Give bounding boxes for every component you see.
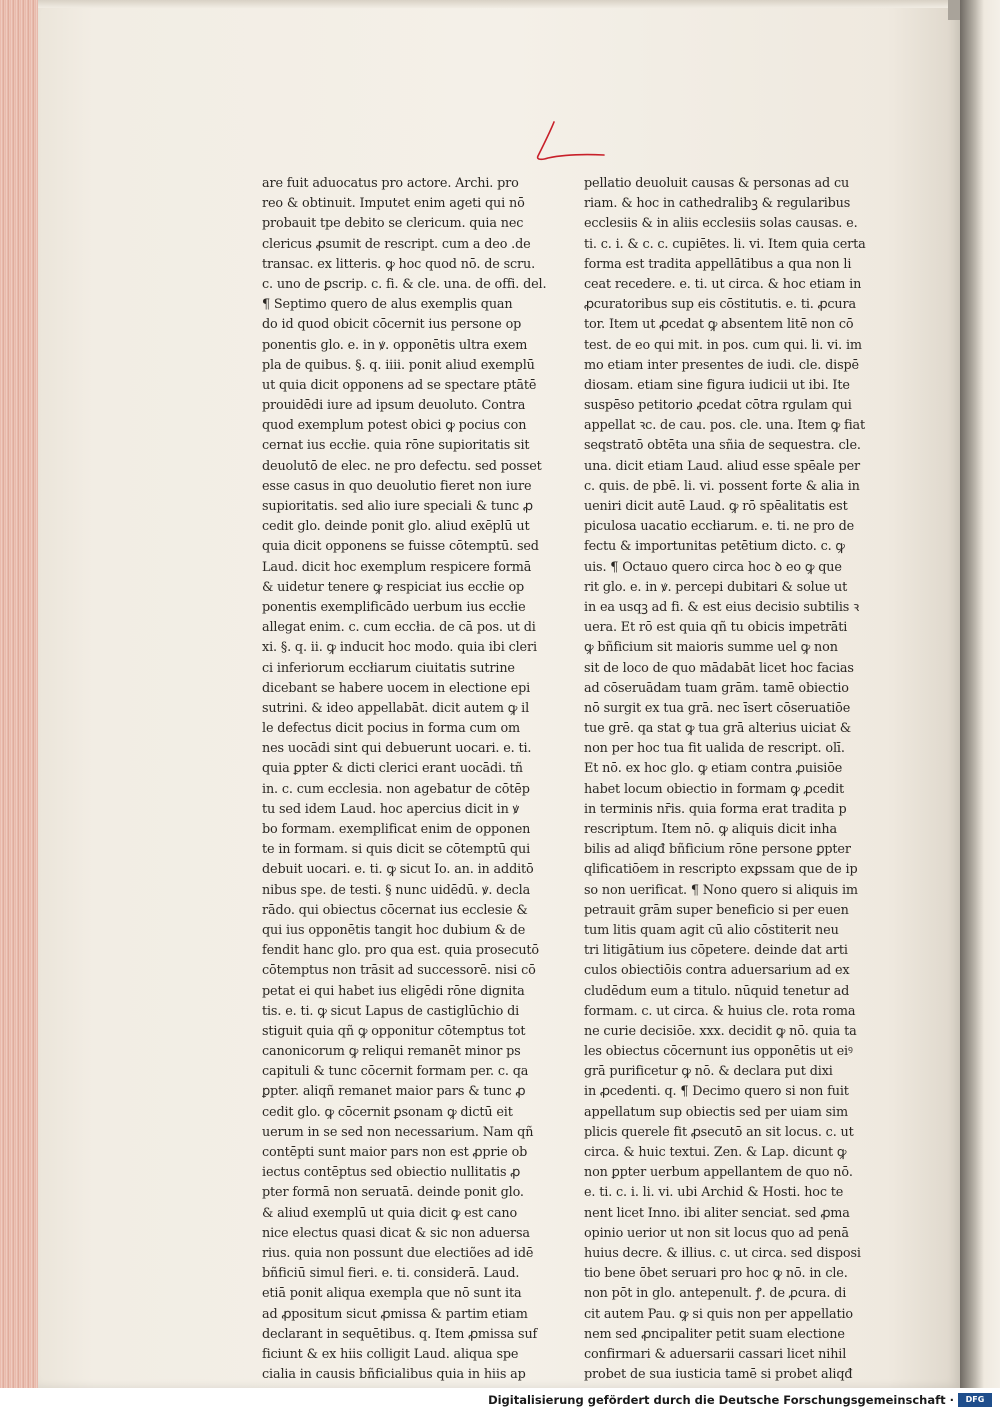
top-page-edge: [38, 0, 960, 8]
text-line: c. uno de ꝑscrip. c. fi. & cle. una. de offi. del.: [262, 276, 547, 292]
text-line: ¶ Septimo quero de alus exemplis quan: [262, 297, 513, 313]
text-line: sit de loco de quo mādabāt licet hoc facias: [584, 660, 854, 676]
text-line: dicebant se habere uocem in electione epi: [262, 680, 531, 696]
text-line: cernat ius eccłie. quia rōne supioritatis sit: [262, 438, 530, 454]
text-line: non ꝑpter uerbum appellantem de quo nō.: [584, 1165, 853, 1181]
text-line: formam. c. ut circa. & huius cle. rota roma: [584, 1003, 856, 1019]
text-line: e. ti. c. i. li. vi. ubi Archid & Hosti. hoc te: [584, 1185, 844, 1201]
text-line: fectu & importunitas petētium dicto. c. ꝙ: [584, 539, 845, 555]
text-line: cedit glo. deinde ponit glo. aliud exēplū ut: [262, 519, 530, 535]
text-line: forma est tradita appellātibus a qua non li: [584, 256, 852, 272]
text-line: clericus ꝓsumit de rescript. cum a deo .de: [262, 236, 531, 252]
text-line: in. c. cum ecclesia. non agebatur de cōtēp: [262, 781, 530, 797]
text-line: non per hoc tua fit ualida de rescript. olī.: [584, 741, 845, 757]
text-line: esse casus in quo deuolutio fieret non iure: [262, 478, 532, 494]
text-line: sutrini. & ideo appellabāt. dicit autem ꝙ il: [262, 700, 530, 716]
text-line: are fuit aduocatus pro actore. Archi. pro: [262, 176, 519, 191]
text-line: stiguit quia qñ ꝙ opponitur cōtemptus tot: [262, 1023, 526, 1039]
text-line: & uidetur tenere ꝙ respiciat ius eccłie op: [262, 579, 525, 595]
text-line: nō surgit ex tua grā. nec īsert cōseruatiōe: [584, 700, 851, 716]
book-spine-gutter: [960, 0, 1000, 1388]
text-line: ad cōseruādam tuam grām. tamē obiectio: [584, 680, 849, 696]
text-line: mo etiam inter presentes de iudi. cle. dispē: [584, 357, 859, 373]
text-line: capituli & tunc cōcernit formam per. c. qa: [262, 1064, 529, 1080]
text-line: ponentis exemplificādo uerbum ius eccłie: [262, 599, 526, 615]
text-line: ficiunt & ex hiis colligit Laud. aliqua spe: [262, 1346, 519, 1362]
dfg-logo: DFG: [958, 1393, 992, 1407]
text-line: xi. §. q. ii. ꝙ inducit hoc modo. quia ibi cleri: [262, 640, 537, 656]
text-line: huius decre. & illius. c. ut circa. sed disposi: [584, 1245, 861, 1261]
text-line: tri litigātium ius cōpetere. deinde dat arti: [584, 943, 848, 959]
text-line: tue grē. qa stat ꝙ tua grā alterius uiciat &: [584, 721, 851, 737]
text-line: piculosa uacatio eccłiarum. e. ti. ne pro de: [584, 519, 855, 535]
text-line: quia dicit opponens se fuisse cōtemptū. sed: [262, 539, 539, 555]
red-rubric-mark: [532, 118, 612, 166]
text-line: ecclesiis & in aliis ecclesiis solas causas. e.: [584, 216, 858, 232]
text-line: rius. quia non possunt due electiões ad idē: [262, 1245, 534, 1261]
text-line: reo & obtinuit. Imputet enim ageti qui nō: [262, 196, 525, 212]
funding-credit: Digitalisierung gefördert durch die Deutsche Forschungsgemeinschaft ·: [488, 1393, 954, 1407]
text-line: appellat ꝛc. de cau. pos. cle. una. Item ꝙ fiat: [584, 418, 866, 434]
text-line: una. dicit etiam Laud. aliud esse spēale per: [584, 458, 860, 474]
text-line: bñficiū simul fieri. e. ti. considerā. Laud.: [262, 1266, 520, 1282]
text-line: transac. ex litteris. ꝙ hoc quod nō. de scru.: [262, 256, 536, 272]
text-line: confirmari & aduersarii cassari licet nihil: [584, 1346, 847, 1362]
text-line: tor. Item ut ꝓcedat ꝙ absentem litē non cō: [584, 317, 854, 333]
text-line: nent licet Inno. ibi aliter senciat. sed ꝓma: [584, 1205, 850, 1221]
text-line: uerum in se sed non necessarium. Nam qñ: [262, 1124, 534, 1140]
text-line: deuolutō de elec. ne pro defectu. sed posset: [262, 458, 542, 474]
text-line: quia ꝑpter & dicti clerici erant uocādi. tñ: [262, 761, 523, 777]
text-line: culos obiectiōis contra aduersarium ad ex: [584, 963, 850, 979]
footer-bar: [0, 1388, 1000, 1413]
text-line: in ea usqꝫ ad fi. & est eius decisio subtilis ꝛ: [584, 599, 860, 615]
text-line: cludēdum eum a titulo. nūquid tenetur ad: [584, 983, 850, 999]
text-line: cōtemptus non trāsit ad successorē. nisi cō: [262, 963, 536, 979]
text-line: tum litis quam agit cū alio cōstiterit neu: [584, 922, 839, 938]
text-line: uera. Et rō est quia qñ tu obicis impetrāti: [584, 620, 848, 636]
text-line: do id quod obicit cōcernit ius persone op: [262, 317, 522, 333]
text-line: rit glo. e. in ꝟ. percepi dubitari & solue ut: [584, 579, 848, 595]
text-line: ꝑpter. aliqñ remanet maior pars & tunc ꝓ: [262, 1084, 526, 1100]
text-line: riam. & hoc in cathedralibꝫ & regularibus: [584, 196, 851, 212]
text-line: probet de sua iusticia tamē si probet aliqđ: [584, 1367, 853, 1383]
text-column-right: [584, 174, 868, 1385]
text-line: ꝓcuratoribus sup eis cōstitutis. e. ti. ꝓcura: [584, 297, 856, 313]
text-line: cit autem Pau. ꝙ si quis non per appellatio: [584, 1306, 853, 1322]
text-line: ad ꝓpositum sicut ꝓmissa & partim etiam: [262, 1306, 528, 1322]
text-line: prouidēdi iure ad ipsum deuoluto. Contra: [262, 398, 526, 414]
text-line: nes uocādi sint qui debuerunt uocari. e. ti.: [262, 741, 532, 757]
text-line: ueniri dicit autē Laud. ꝙ rō spēalitatis est: [584, 499, 848, 514]
text-line: pla de quibus. §. q. iiii. ponit aliud exemplū: [262, 357, 535, 373]
text-line: canonicorum ꝙ reliqui remanēt minor ps: [262, 1044, 521, 1060]
text-line: pellatio deuoluit causas & personas ad cu: [584, 176, 850, 191]
text-line: in ꝓcedenti. q. ¶ Decimo quero si non fuit: [584, 1084, 849, 1100]
text-line: petrauit grām super beneficio si per euen: [584, 902, 849, 918]
text-line: cedit glo. ꝙ cōcernit ꝑsonam ꝙ dictū eit: [262, 1104, 513, 1120]
text-line: ne curie decisiōe. xxx. decidit ꝙ nō. quia ta: [584, 1023, 857, 1039]
text-line: habet locum obiectio in formam ꝙ ꝓcedit: [584, 781, 845, 797]
text-line: les obiectus cōcernunt ius opponētis ut eiꝰ: [584, 1044, 853, 1060]
text-line: tu sed idem Laud. hoc apercius dicit in ꝟ: [262, 801, 519, 817]
text-line: so non uerificat. ¶ Nono quero si aliquis im: [584, 882, 858, 898]
text-line: etiā ponit aliqua exempla que nō sunt ita: [262, 1286, 522, 1302]
text-line: pter formā non seruatā. deinde ponit glo.: [262, 1185, 524, 1201]
text-line: le defectus dicit pocius in forma cum om: [262, 721, 521, 737]
text-line: & aliud exemplū ut quia dicit ꝙ est cano: [262, 1205, 518, 1221]
text-line: cialia in causis bñficialibus quia in hiis ap: [262, 1367, 526, 1383]
text-line: ponentis glo. e. in ꝟ. opponētis ultra exem: [262, 337, 528, 353]
text-line: seqstratō obtēta una sñia de sequestra. cle.: [584, 438, 861, 454]
text-line: opinio uerior ut non sit locus quo ad penā: [584, 1225, 849, 1241]
text-line: bilis ad aliqđ bñficium rōne persone ꝑpter: [584, 842, 851, 858]
text-line: plicis querele fit ꝓsecutō an sit locus. c. ut: [584, 1124, 854, 1140]
text-line: uis. ¶ Octauo quero circa hoc ꝺ eo ꝙ que: [584, 559, 842, 575]
text-line: contēpti sunt maior pars non est ꝓprie ob: [262, 1145, 528, 1160]
text-line: ut quia dicit opponens ad se spectare ptātē: [262, 377, 537, 393]
text-line: rādo. qui obiectus cōcernat ius ecclesie &: [262, 902, 528, 918]
text-line: tio bene ōbet seruari pro hoc ꝙ nō. in cle.: [584, 1266, 848, 1282]
text-line: nibus spe. de testi. § nunc uidēdū. ꝟ. decla: [262, 882, 531, 898]
text-line: allegat enim. c. cum eccłia. de cā pos. ut di: [262, 620, 536, 636]
text-line: appellatum sup obiectis sed per uiam sim: [584, 1104, 848, 1120]
text-line: fendit hanc glo. pro qua est. quia prosecutō: [262, 943, 539, 959]
text-line: test. de eo qui mit. in pos. cum qui. li. vi. im: [584, 337, 862, 353]
text-line: petat ei qui habet ius eligēdi rōne dignita: [262, 983, 525, 999]
text-line: non pōt in glo. antepenult. ꝭ. de ꝓcura. di: [584, 1286, 847, 1302]
text-line: grā purificetur ꝙ nō. & declara put dixi: [584, 1064, 833, 1080]
text-line: Et nō. ex hoc glo. ꝙ etiam contra ꝓuisiōe: [584, 761, 843, 777]
text-line: rescriptum. Item nō. ꝙ aliquis dicit inha: [584, 822, 838, 837]
text-line: in terminis nr̄is. quia forma erat tradita p: [584, 801, 847, 817]
text-line: qlificatiōem in rescripto exꝑssam que de ip: [584, 862, 858, 878]
text-line: circa. & huic textui. Zen. & Lap. dicunt ꝙ: [584, 1145, 847, 1160]
text-line: c. quis. de pbē. li. vi. possent forte & alia in: [584, 478, 860, 494]
text-line: ti. c. i. & c. c. cupiētes. li. vi. Item quia certa: [584, 236, 866, 252]
text-line: bo formam. exemplificat enim de opponen: [262, 822, 531, 837]
text-line: ꝙ bñficium sit maioris summe uel ꝙ non: [584, 640, 838, 656]
text-line: probauit tpe debito se clericum. quia nec: [262, 216, 524, 232]
text-line: diosam. etiam sine figura iudicii ut ibi. Ite: [584, 377, 850, 393]
text-line: iectus contēptus sed obiectio nullitatis ꝓ: [262, 1165, 521, 1181]
text-line: supioritatis. sed alio iure speciali & tunc ꝓ: [262, 499, 533, 514]
text-line: nice electus quasi dicat & sic non aduersa: [262, 1225, 530, 1241]
text-line: declarant in sequētibus. q. Item ꝓmissa suf: [262, 1326, 538, 1342]
text-line: quod exemplum potest obici ꝙ pocius con: [262, 418, 527, 434]
text-line: qui ius opponētis tangit hoc dubium & de: [262, 922, 526, 938]
text-line: nem sed ꝓncipaliter petit suam electione: [584, 1326, 845, 1342]
text-line: te in formam. si quis dicit se cōtemptū qui: [262, 842, 531, 858]
text-line: Laud. dicit hoc exemplum respicere formā: [262, 559, 532, 575]
text-column-left: [262, 174, 552, 1385]
text-line: tis. e. ti. ꝙ sicut Lapus de castiglūchio di: [262, 1003, 520, 1019]
text-line: ci inferiorum eccłiarum ciuitatis sutrine: [262, 660, 515, 676]
left-page-edges: [0, 0, 42, 1388]
text-line: debuit uocari. e. ti. ꝙ sicut Io. an. in additō: [262, 862, 534, 878]
text-line: suspēso petitorio ꝓcedat cōtra rgulam qui: [584, 398, 852, 414]
text-line: ceat recedere. e. ti. ut circa. & hoc etiam in: [584, 276, 862, 292]
